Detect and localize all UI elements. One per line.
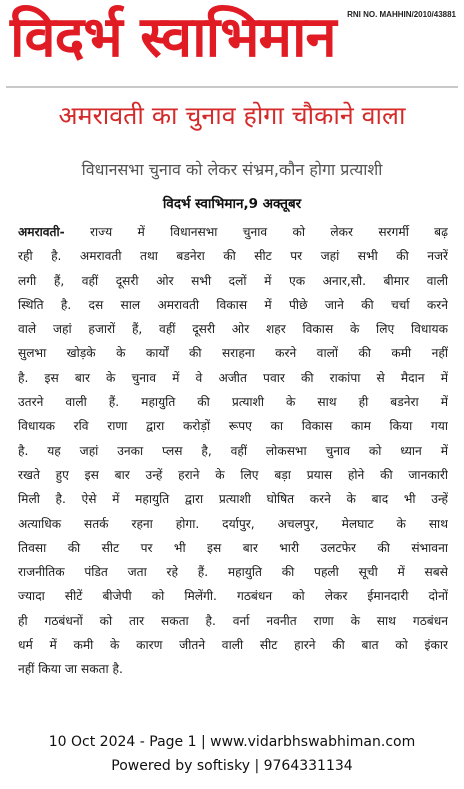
body-line: तिवसा की सीट पर भी इस बार भारी उलटफेर की संभावना (18, 540, 448, 555)
rni-number: RNI NO. MAHHIN/2010/43881 (347, 10, 456, 19)
newspaper-title: विदर्भ स्वाभिमान (10, 4, 336, 70)
body-line: राजनीतिक पंडित जता रहे हैं. महायुति की पहली सूची में सबसे (18, 565, 448, 580)
body-line: है. यह जहां उनका प्लस है, वहीं लोकसभा चुनाव को ध्यान में (18, 443, 448, 458)
body-line: विधायक रवि राणा द्वारा करोड़ों रूपए का विकास काम किया गया (18, 419, 448, 434)
body-line: स्थिति है. दस साल अमरावती विकास में पीछे जाने की चर्चा करने (18, 297, 448, 312)
body-line: नहीं किया जा सकता है. (18, 662, 123, 677)
footer-edition-info: 10 Oct 2024 - Page 1 | www.vidarbhswabhiman.com (48, 734, 416, 750)
article-headline: अमरावती का चुनाव होगा चौकाने वाला (58, 101, 406, 130)
body-line: सुलभा खोड़के के कार्यों की सराहना करने वालों की कमी नहीं (18, 346, 448, 361)
body-line: मिली है. ऐसे में महायुति द्वारा प्रत्याशी घोषित करने के बाद भी उन्हें (18, 492, 448, 507)
body-line: ही गठबंधनों को तार सकता है. वर्ना नवनीत राणा के साथ गठबंधन (18, 613, 448, 628)
body-line: रही है. अमरावती तथा बडनेरा की सीट पर जहां सभी की नजरें (18, 249, 448, 264)
body-line: ज्यादा सीटें बीजेपी को मिलेंगी. गठबंधन को लेकर ईमानदारी दोनों (18, 589, 448, 604)
body-line: है. इस बार के चुनाव में वे अजीत पवार की राकांपा से मैदान में (18, 370, 448, 385)
body-line: उतरने वाली हैं. महायुति की प्रत्याशी के साथ ही बडनेरा में (18, 395, 448, 410)
body-line: धर्म में कमी के कारण जीतने वाली सीट हारने की बात को इंकार (18, 638, 448, 653)
masthead (0, 0, 464, 90)
body-line (18, 220, 448, 244)
article-body (18, 220, 448, 682)
article-dateline: विदर्भ स्वाभिमान,9 अक्तूबर (162, 196, 302, 212)
body-line: रखते हुए इस बार उन्हें हराने के लिए बड़ा प्रयास होने की जानकारी (18, 467, 448, 482)
place-name: अमरावती- (18, 225, 65, 239)
body-line: वाले जहां हजारों हैं, वहीं दूसरी ओर शहर विकास के लिए विधायक (18, 322, 448, 337)
footer-credit: Powered by softisky | 9764331134 (111, 758, 353, 774)
page-footer (0, 730, 464, 778)
masthead-divider (6, 86, 458, 88)
body-line: लगी हैं, वहीं दूसरी ओर सभी दलों में एक अनार,सौ. बीमार वाली (18, 273, 448, 288)
body-line: अत्याधिक सतर्क रहना होगा. दर्यापुर, अचलपुर, मेलघाट के साथ (18, 516, 448, 531)
body-line-text: राज्य में विधानसभा चुनाव को लेकर सरगर्मी बढ़ (64, 225, 448, 239)
article-subheadline: विधानसभा चुनाव को लेकर संभ्रम,कौन होगा प्रत्याशी (81, 160, 383, 179)
